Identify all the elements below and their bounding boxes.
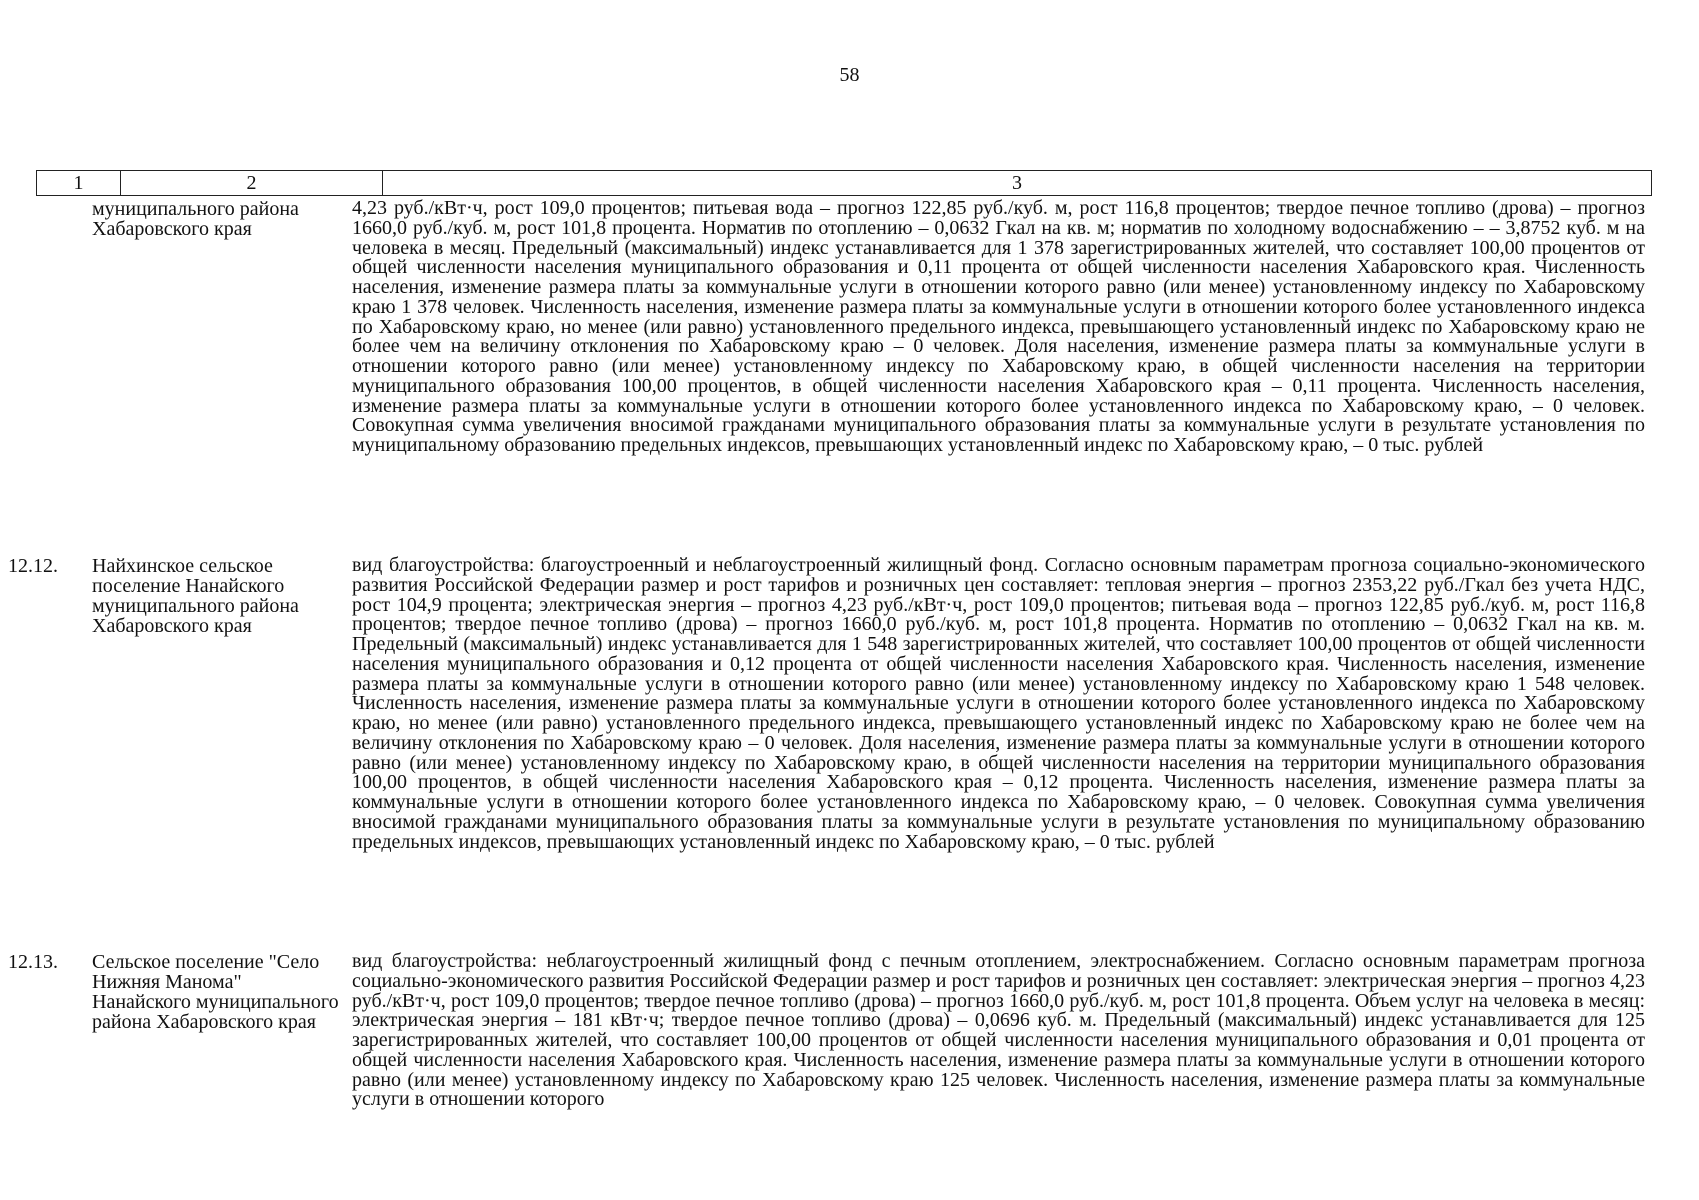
row-description: 4,23 руб./кВт·ч, рост 109,0 процентов; питьевая вода – прогноз 122,85 руб./куб. м, рост 116,8 процентов; твердое печное топливо (дрова) – прогноз 1660,0 руб./куб. м, рост 101,8 процента. Норматив по отоплению – 0,0632 Гкал на кв. м; норматив по холодному водоснабжению – – 3,8752 куб. м на человека в месяц. Предельный (максимальный) индекс устанавливается для 1 378 зарегистрированных жителей, что составляет 100,00 процентов от общей численности населения муниципального образования и 0,11 процента от общей численности населения Хабаровского края. Численность населения, изменение размера платы за коммунальные услуги в отношении которого равно (или менее) установленному индексу по Хабаровскому краю 1 378 человек. Численность населения, изменение размера платы за коммунальные услуги в отношении которого более установленного индекса по Хабаровскому краю, но менее (или равно) установленного предельного индекса, превышающего установленный индекс по Хабаровскому краю не более чем на величину отклонения по Хабаровскому краю – 0 человек. Доля населения, изменение размера платы за коммунальные услуги в отношении которого равно (или менее) установленному индексу по Хабаровскому краю, в общей численности населения на территории муниципального образования 100,00 процентов, в общей численности населения Хабаровского края – 0,11 процента. Численность населения, изменение размера платы за коммунальные услуги в отношении которого более установленного индекса по Хабаровскому краю, – 0 человек. Совокупная сумма увеличения вносимой гражданами муниципального образования платы за коммунальные услуги в результате установления по муниципальному образованию предельных индексов, превышающих установленный индекс по Хабаровскому краю, – 0 тыс. рублей xyxy=(352,197,1645,456)
header-col-2: 2 xyxy=(121,171,383,195)
row-description: вид благоустройства: благоустроенный и неблагоустроенный жилищный фонд. Согласно основным параметрам прогноза социально-экономического развития Российской Федерации размер и рост тарифов и розничных цен составляет: тепловая энергия – прогноз 2353,22 руб./Гкал без учета НДС, рост 104,9 процента; электрическая энергия – прогноз 4,23 руб./кВт·ч, рост 109,0 процентов; питьевая вода – прогноз 122,85 руб./куб. м, рост 116,8 процентов; твердое печное топливо (дрова) – прогноз 1660,0 руб./куб. м, рост 101,8 процента. Норматив по отоплению – 0,0632 Гкал на кв. м. Предельный (максимальный) индекс устанавливается для 1 548 зарегистрированных жителей, что составляет 100,00 процентов от общей численности населения муниципального образования и 0,12 процента от общей численности населения Хабаровского края. Численность населения, изменение размера платы за коммунальные услуги в отношении которого равно (или менее) установленному индексу по Хабаровскому краю 1 548 человек. Численность населения, изменение размера платы за коммунальные услуги в отношении которого более установленного индекса по Хабаровскому краю, но менее (или равно) установленного предельного индекса, превышающего установленный индекс по Хабаровскому краю не более чем на величину отклонения по Хабаровскому краю – 0 человек. Доля населения, изменение размера платы за коммунальные услуги в отношении которого равно (или менее) установленному индексу по Хабаровскому краю, в общей численности населения на территории муниципального образования 100,00 процентов, в общей численности населения Хабаровского края – 0,12 процента. Численность населения, изменение размера платы за коммунальные услуги в отношении которого более установленного индекса по Хабаровскому краю, – 0 человек. Совокупная сумма увеличения вносимой гражданами муниципального образования платы за коммунальные услуги в результате установления по муниципальному образованию предельных индексов, превышающих установленный индекс по Хабаровскому краю, – 0 тыс. рублей xyxy=(352,554,1645,853)
header-col-3: 3 xyxy=(1012,172,1022,194)
page-number: 58 xyxy=(839,64,860,86)
row-municipality-name: Сельское поселение "Село Нижняя Манома" Нанайского муниципального района Хабаровского края xyxy=(92,951,339,1033)
row-number: 12.13. xyxy=(8,951,58,973)
row-description: вид благоустройства: неблагоустроенный жилищный фонд с печным отоплением, электроснабжением. Согласно основным параметрам прогноза социально-экономического развития Российской Федерации размер и рост тарифов и розничных цен составляет: электрическая энергия – прогноз 4,23 руб./кВт·ч, рост 109,0 процентов; твердое печное топливо (дрова) – прогноз 1660,0 руб./куб. м, рост 101,8 процента. Объем услуг на человека в месяц: электрическая энергия – 181 кВт·ч; твердое печное топливо (дрова) – 0,0696 куб. м. Предельный (максимальный) индекс устанавливается для 125 зарегистрированных жителей, что составляет 100,00 процентов от общей численности населения муниципального образования и 0,01 процента от общей численности населения Хабаровского края. Численность населения, изменение размера платы за коммунальные услуги в отношении которого равно (или менее) установленному индексу по Хабаровскому краю 125 человек. Численность населения, изменение размера платы за коммунальные услуги в отношении которого xyxy=(352,950,1645,1111)
row-number: 12.12. xyxy=(8,555,58,577)
header-col-1: 1 xyxy=(37,171,121,195)
table-header xyxy=(36,170,1652,196)
row-municipality-name: Найхинское сельское поселение Нанайского муниципального района Хабаровского края xyxy=(92,555,299,637)
row-municipality-name: муниципального района Хабаровского края xyxy=(92,198,299,240)
